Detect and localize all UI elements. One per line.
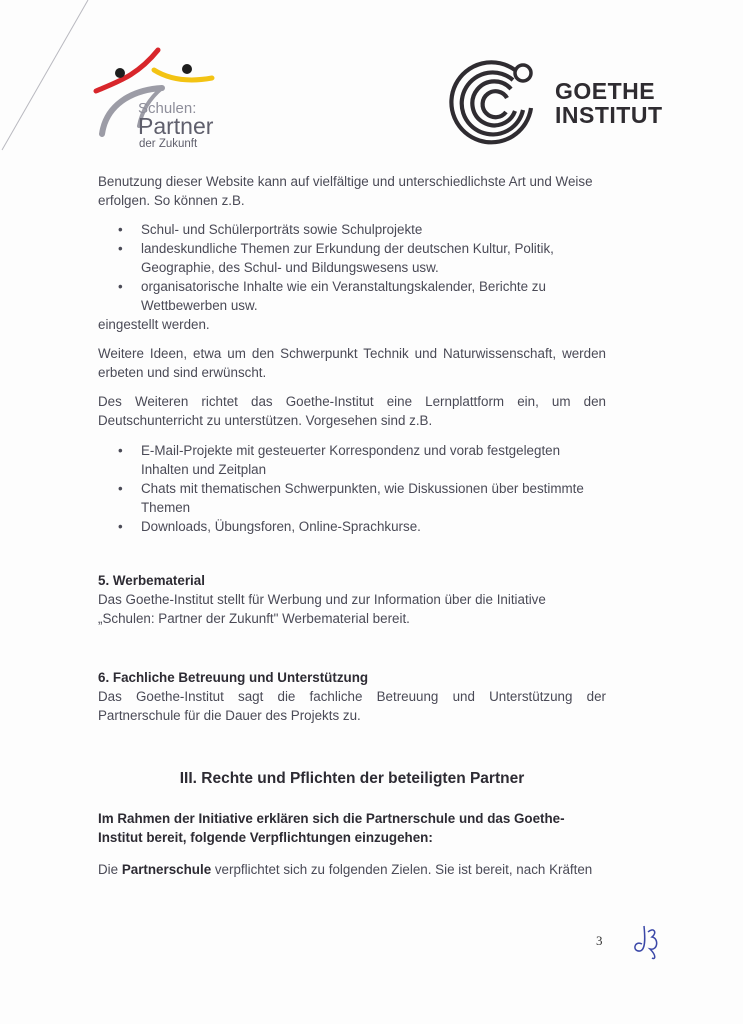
goethe-institut-logo (445, 56, 663, 156)
intro-paragraph (98, 172, 606, 210)
section-6 (98, 668, 606, 725)
section-6-heading: 6. Fachliche Betreuung und Unterstützung (98, 670, 369, 685)
logo-left-line3: der Zukunft (139, 138, 198, 150)
learning-paragraph (98, 392, 606, 430)
partnerschule-text (98, 860, 606, 879)
section-iii (98, 769, 606, 788)
logo-right-word1: GOETHE (555, 78, 656, 104)
section-5-text: Das Goethe-Institut stellt für Werbung und zur Information über die Initiative „Schulen: Partner der Zukunft" Werbematerial bereit. (98, 592, 546, 626)
list-item: • Schul- und Schülerporträts sowie Schulprojekte (98, 220, 606, 239)
section-iii-intro-text: Im Rahmen der Initiative erklären sich die Partnerschule und das Goethe-Institut bereit, folgende Verpflichtungen einzugehen: (98, 811, 565, 845)
schulen-partner-logo (92, 46, 227, 151)
logo-left-line1: Schulen: (138, 100, 197, 117)
list-item: • E-Mail-Projekte mit gesteuerter Korrespondenz und vorab festgelegten Inhalten und Zeitplan (98, 441, 606, 479)
section-6-text: Das Goethe-Institut sagt die fachliche Betreuung und Unterstützung der Partnerschule für die Dauer des Projekts zu. (98, 689, 606, 723)
goethe-spiral-icon (445, 56, 545, 156)
logo-right-word2: INSTITUT (555, 102, 663, 128)
intro-text: Benutzung dieser Website kann auf vielfältige und unterschiedlichste Art und Weise erfolgen. So können z.B. (98, 174, 593, 208)
section-5-heading: 5. Werbematerial (98, 573, 205, 588)
learning-text: Des Weiteren richtet das Goethe-Institut eine Lernplattform ein, um den Deutschunterricht zu unterstützen. Vorgesehen sind z.B. (98, 394, 606, 428)
logo-left-line2: Partner (138, 113, 214, 139)
list-item: • landeskundliche Themen zur Erkundung der deutschen Kultur, Politik, Geographie, des Schul- und Bildungswesens usw. (98, 239, 606, 277)
scan-edge-line (0, 0, 100, 160)
ideas-paragraph (98, 344, 606, 382)
partnerschule-post: verpflichtet sich zu folgenden Zielen. Sie ist bereit, nach Kräften (211, 862, 593, 877)
ideas-text: Weitere Ideen, etwa um den Schwerpunkt Technik und Naturwissenschaft, werden erbeten und sind erwünscht. (98, 346, 606, 380)
partnerschule-pre: Die (98, 862, 122, 877)
after-bullets-text: eingestellt werden. (98, 317, 210, 332)
list-item: • organisatorische Inhalte wie ein Veranstaltungskalender, Berichte zu Wettbewerben usw. (98, 277, 606, 315)
list-item: • Chats mit thematischen Schwerpunkten, wie Diskussionen über bestimmte Themen (98, 479, 606, 517)
section-5 (98, 571, 606, 628)
content-bullets (98, 220, 606, 334)
partnerschule-paragraph (98, 860, 606, 879)
partnerschule-bold: Partnerschule (121, 862, 212, 877)
handwritten-initials-signature (628, 918, 668, 963)
page-number: 3 (596, 933, 603, 948)
section-iii-heading: III. Rechte und Pflichten der beteiligten Partner (179, 770, 525, 787)
learning-bullets (98, 441, 606, 536)
section-iii-intro (98, 809, 606, 847)
list-item: • Downloads, Übungsforen, Online-Sprachkurse. (98, 517, 606, 536)
